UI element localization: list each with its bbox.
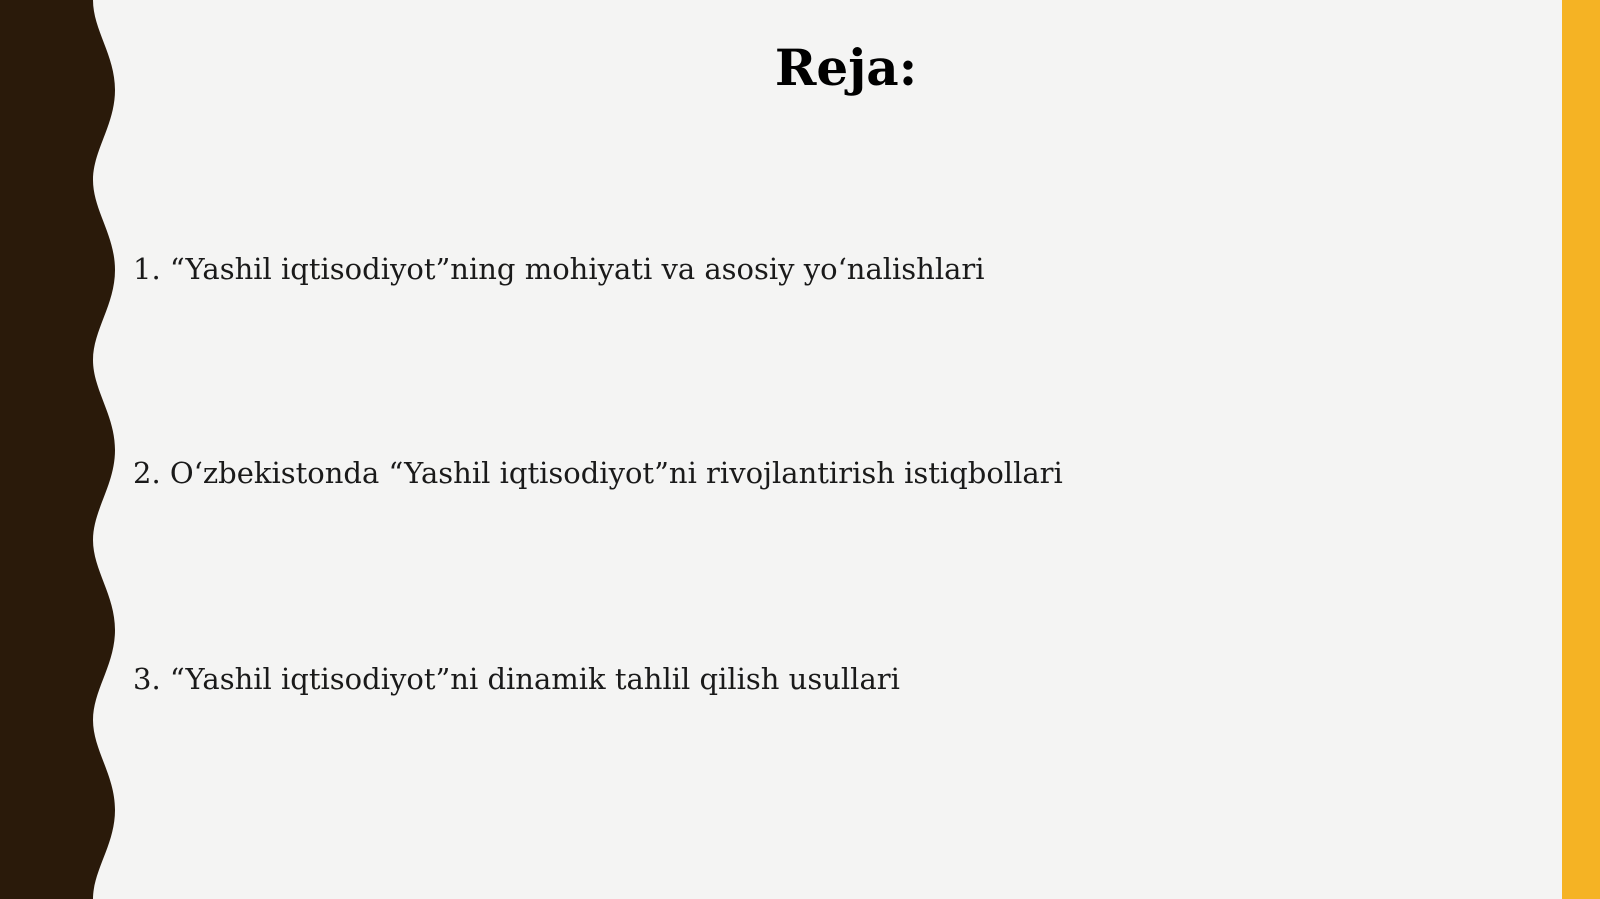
left-wave-band (0, 0, 130, 899)
wave-shape (0, 0, 115, 899)
agenda-item-2: 2. O‘zbekistonda “Yashil iqtisodiyot”ni rivojlantirish istiqbollari (133, 456, 1063, 490)
right-accent-band (1562, 0, 1600, 899)
agenda-item-3: 3. “Yashil iqtisodiyot”ni dinamik tahlil qilish usullari (133, 662, 900, 696)
agenda-item-1: 1. “Yashil iqtisodiyot”ning mohiyati va asosiy yo‘nalishlari (133, 252, 985, 286)
slide-title: Reja: (774, 38, 918, 97)
